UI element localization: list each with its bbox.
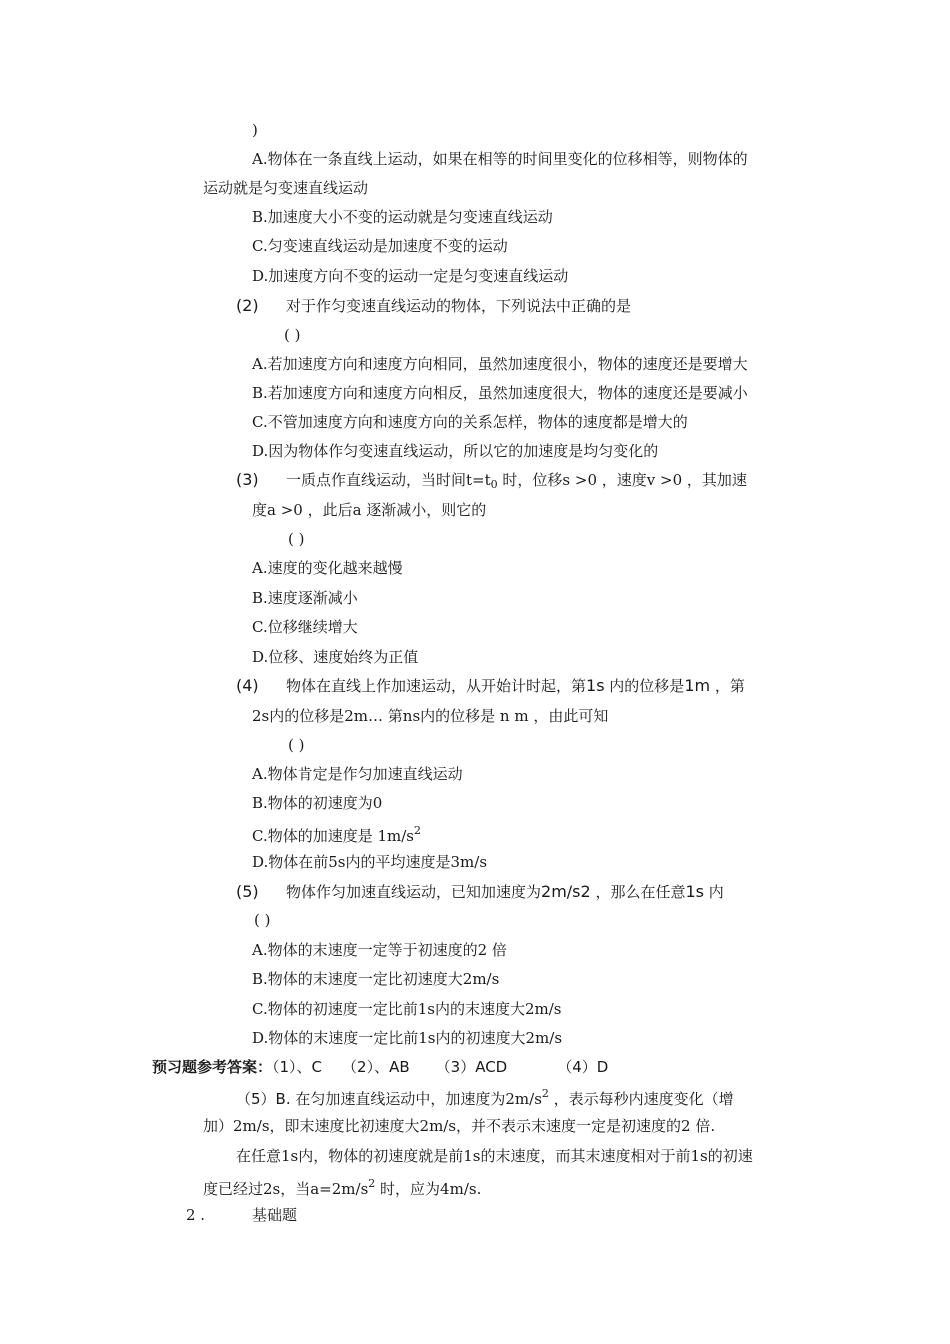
- answer-5-line3: 在任意1s内，物体的初速度就是前1s的末速度，而其末速度相对于前1s的初速: [236, 1147, 753, 1165]
- q5-option-a: A.物体的末速度一定等于初速度的2 倍: [252, 941, 507, 959]
- q4-answer-paren: ( ): [288, 736, 305, 754]
- q5-stem: [286, 882, 724, 902]
- q5-stem-part-c: 内: [703, 883, 724, 901]
- q5-option-b: B.物体的末速度一定比初速度大2m/s: [252, 970, 500, 988]
- q4-stem-line2: 2s内的位移是2m… 第ns内的位移是 n m ，由此可知: [252, 707, 609, 725]
- answer-1: （1）、C: [272, 1058, 323, 1076]
- q3-stem-part-b: 时，位移s >0 ，速度v >0 ，其加速: [497, 471, 747, 489]
- q4-option-c-superscript: 2: [414, 824, 421, 837]
- q3-number: (3): [236, 470, 259, 489]
- q4-number: (4): [236, 676, 259, 695]
- q2-option-c: C.不管加速度方向和速度方向的关系怎样，物体的速度都是增大的: [252, 413, 688, 431]
- q1-option-b: B.加速度大小不变的运动就是匀变速直线运动: [252, 208, 553, 226]
- q3-option-a: A.速度的变化越来越慢: [252, 559, 403, 577]
- q5-stem-part-a: 物体作匀加速直线运动，已知加速度为: [286, 883, 542, 901]
- q5-stem-acceleration: 2m/s2: [541, 882, 591, 901]
- q5-stem-1s: 1s: [685, 882, 704, 901]
- q5-answer-paren: ( ): [254, 911, 271, 929]
- q4-option-c-text: C.物体的加速度是 1m/s: [252, 827, 414, 845]
- q3-stem-line2: 度a >0 ，此后a 逐渐减小，则它的: [252, 501, 487, 519]
- q5-option-d: D.物体的末速度一定比前1s内的初速度大2m/s: [252, 1029, 563, 1047]
- q1-option-a-line2: 运动就是匀变速直线运动: [203, 179, 369, 197]
- q2-option-d: D.因为物体作匀变速直线运动，所以它的加速度是均匀变化的: [252, 442, 659, 460]
- answer-5-line4: [203, 1179, 481, 1199]
- q2-option-a: A.若加速度方向和速度方向相同，虽然加速度很小，物体的速度还是要增大: [252, 355, 748, 373]
- q4-option-b: B.物体的初速度为0: [252, 794, 383, 812]
- q4-stem-part-a: 物体在直线上作加速运动，从开始计时起，第: [286, 677, 587, 695]
- q1-paren-close: ): [252, 121, 258, 139]
- answer-2: （2）、AB: [342, 1058, 410, 1076]
- q5-stem-part-b: ，那么在任意: [590, 883, 686, 901]
- section-title: 基础题: [252, 1206, 298, 1224]
- q2-stem: 对于作匀变速直线运动的物体，下列说法中正确的是: [286, 297, 632, 315]
- answer-key-label: 预习题参考答案：: [152, 1058, 273, 1076]
- answer-5-line4-superscript: 2: [368, 1177, 376, 1190]
- q1-option-c: C.匀变速直线运动是加速度不变的运动: [252, 237, 508, 255]
- answer-5-line4-a: 度已经过2s，当a=2m/s: [203, 1180, 369, 1198]
- q4-stem-part-c: ，第: [710, 677, 745, 695]
- q3-stem-part-a: 一质点作直线运动，当时间t=t: [286, 471, 491, 489]
- answer-5-line1: [236, 1089, 734, 1109]
- q4-stem-line1: [286, 676, 745, 696]
- answer-5-number: （5）B.: [236, 1090, 291, 1108]
- q1-option-d: D.加速度方向不变的运动一定是匀变速直线运动: [252, 267, 569, 285]
- q4-stem-1s: 1s: [586, 676, 605, 695]
- q4-stem-1m: 1m: [684, 676, 711, 695]
- q3-option-d: D.位移、速度始终为正值: [252, 648, 419, 666]
- q1-option-a-line1: A.物体在一条直线上运动，如果在相等的时间里变化的位移相等，则物体的: [252, 150, 748, 168]
- answer-5-superscript: 2: [541, 1087, 549, 1100]
- q3-stem-subscript: 0: [490, 478, 498, 491]
- q5-number: (5): [236, 882, 259, 901]
- q5-option-c: C.物体的初速度一定比前1s内的末速度大2m/s: [252, 1000, 562, 1018]
- q3-stem-line1: [286, 470, 747, 490]
- answer-5-line2: 加）2m/s，即末速度比初速度大2m/s，并不表示末速度一定是初速度的2 倍.: [203, 1117, 716, 1135]
- answer-5-text-a: 在匀加速直线运动中，加速度为2m/s: [290, 1090, 542, 1108]
- q3-answer-paren: ( ): [288, 530, 305, 548]
- answer-5-text-b: ，表示每秒内速度变化（增: [548, 1090, 734, 1108]
- section-number: 2 .: [186, 1206, 206, 1224]
- q4-option-d: D.物体在前5s内的平均速度是3m/s: [252, 853, 488, 871]
- q2-answer-paren: ( ): [284, 326, 301, 344]
- answer-3: （3）ACD: [435, 1058, 508, 1076]
- answer-4: （4）D: [557, 1058, 609, 1076]
- q4-option-a: A.物体肯定是作匀加速直线运动: [252, 765, 463, 783]
- answer-5-line4-b: 时，应为4m/s.: [375, 1180, 482, 1198]
- q4-stem-part-b: 内的位移是: [604, 677, 685, 695]
- q3-option-b: B.速度逐渐减小: [252, 589, 358, 607]
- q3-option-c: C.位移继续增大: [252, 618, 358, 636]
- answer-key-line: [152, 1057, 608, 1077]
- q2-number: (2): [236, 296, 259, 315]
- q2-option-b: B.若加速度方向和速度方向相反，虽然加速度很大，物体的速度还是要减小: [252, 384, 748, 402]
- q4-option-c: [252, 826, 421, 846]
